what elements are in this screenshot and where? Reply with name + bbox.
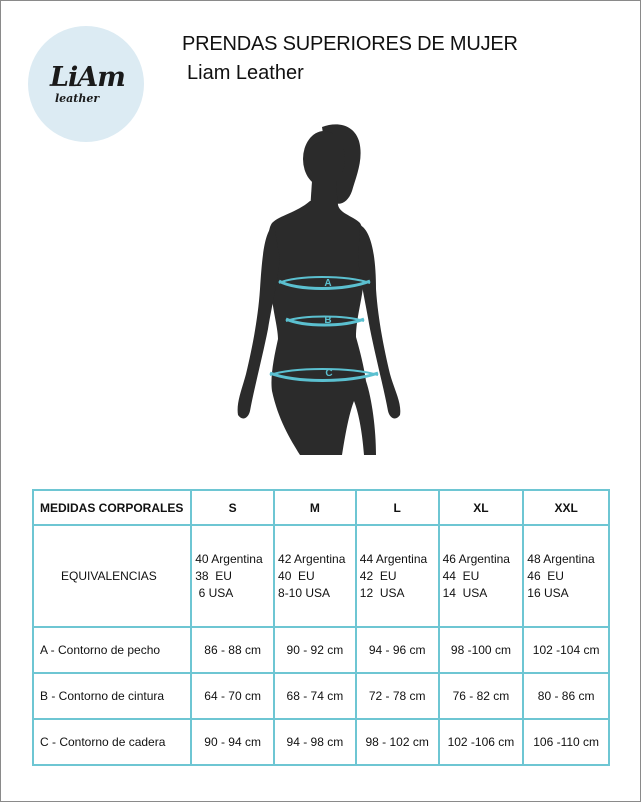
equiv-eu: 44 EU — [442, 568, 480, 583]
equivalence-cell — [356, 525, 439, 627]
table-header-row — [33, 490, 609, 525]
measurement-cell: 102 -106 cm — [439, 719, 524, 765]
measurement-cell: 106 -110 cm — [523, 719, 609, 765]
equiv-usa: 12 USA — [359, 585, 405, 600]
table-header-label: MEDIDAS CORPORALES — [33, 490, 191, 525]
equiv-eu: 40 EU — [278, 568, 315, 583]
measurement-cell: 90 - 92 cm — [274, 627, 356, 673]
measurement-cell: 68 - 74 cm — [274, 673, 356, 719]
size-table — [32, 489, 610, 766]
equiv-argentina: 48 Argentina — [527, 551, 595, 566]
mark-b: B — [324, 315, 332, 326]
equiv-usa: 8-10 USA — [278, 585, 331, 600]
size-header: M — [274, 490, 356, 525]
equiv-argentina: 42 Argentina — [278, 551, 346, 566]
table-row — [33, 673, 609, 719]
size-header: S — [191, 490, 274, 525]
measurement-cell: 86 - 88 cm — [191, 627, 274, 673]
equiv-eu: 46 EU — [527, 568, 564, 583]
measurement-cell: 64 - 70 cm — [191, 673, 274, 719]
equivalences-label: EQUIVALENCIAS — [33, 525, 191, 627]
equiv-usa: 14 USA — [442, 585, 488, 600]
measurement-cell: 72 - 78 cm — [356, 673, 439, 719]
equivalence-cell — [439, 525, 524, 627]
row-label: A - Contorno de pecho — [33, 627, 191, 673]
equivalence-cell — [191, 525, 274, 627]
equiv-usa: 16 USA — [527, 585, 569, 600]
mark-a: A — [324, 278, 332, 289]
row-label: B - Contorno de cintura — [33, 673, 191, 719]
measurement-cell: 94 - 96 cm — [356, 627, 439, 673]
measurement-cell: 76 - 82 cm — [439, 673, 524, 719]
table-row — [33, 719, 609, 765]
equiv-eu: 38 EU — [195, 568, 232, 583]
body-silhouette-figure — [226, 119, 416, 459]
equivalences-row — [33, 525, 609, 627]
measurement-cell: 102 -104 cm — [523, 627, 609, 673]
measurement-cell: 90 - 94 cm — [191, 719, 274, 765]
equiv-usa: 6 USA — [195, 585, 234, 600]
size-header: XL — [439, 490, 524, 525]
equiv-argentina: 40 Argentina — [195, 551, 263, 566]
logo-wordmark: LiAm — [50, 62, 125, 93]
equivalence-cell — [274, 525, 356, 627]
table-row — [33, 627, 609, 673]
size-header: L — [356, 490, 439, 525]
equiv-argentina: 46 Argentina — [442, 551, 510, 566]
equiv-eu: 42 EU — [359, 568, 397, 583]
measurement-cell: 80 - 86 cm — [523, 673, 609, 719]
row-label: C - Contorno de cadera — [33, 719, 191, 765]
page-subtitle: Liam Leather — [187, 62, 304, 84]
equiv-argentina: 44 Argentina — [359, 551, 428, 566]
brand-logo — [28, 26, 144, 142]
equivalence-cell — [523, 525, 609, 627]
mark-c: C — [325, 368, 333, 379]
measurement-cell: 98 -100 cm — [439, 627, 524, 673]
page-title: PRENDAS SUPERIORES DE MUJER — [182, 33, 518, 55]
logo-subtext: leather — [55, 92, 100, 105]
measurement-cell: 94 - 98 cm — [274, 719, 356, 765]
measurement-cell: 98 - 102 cm — [356, 719, 439, 765]
size-header: XXL — [523, 490, 609, 525]
